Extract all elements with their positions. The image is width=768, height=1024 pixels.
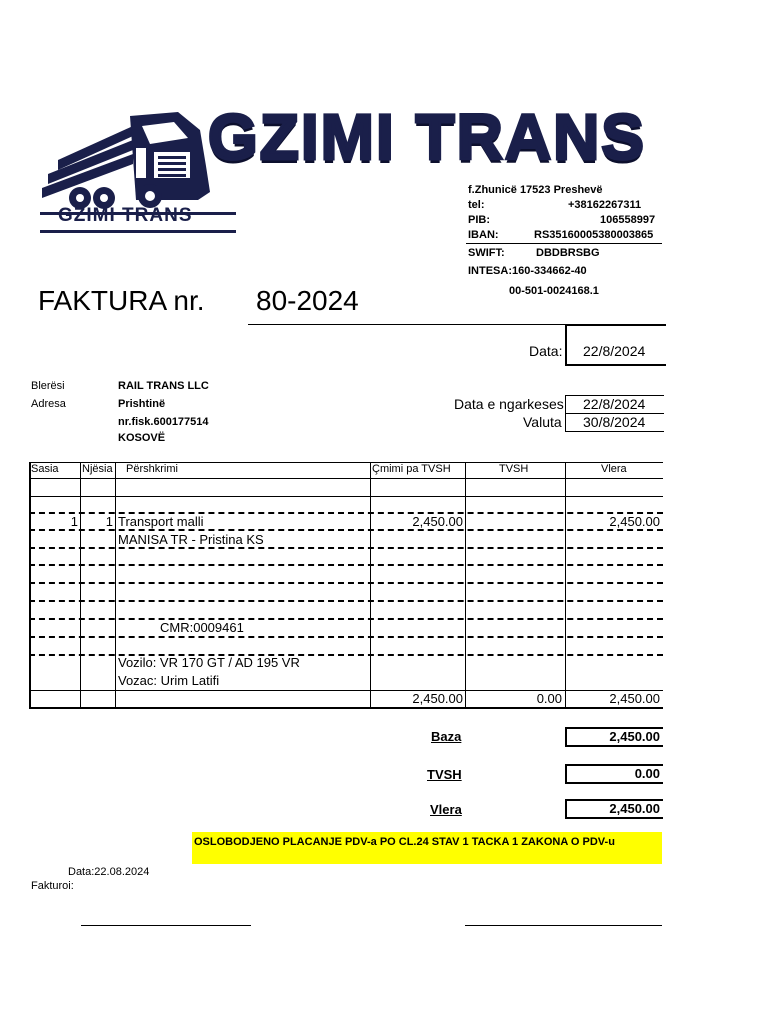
header-qty: Sasia <box>31 463 59 475</box>
vat-exemption-note: OSLOBODJENO PLACANJE PDV-a PO CL.24 STAV 1 TACKA 1 ZAKONA O PDV-u <box>192 832 662 864</box>
sum-value: 2,450.00 <box>609 691 660 706</box>
header-value: Vlera <box>601 463 627 475</box>
sum-price: 2,450.00 <box>412 691 463 706</box>
swift-value: DBDBRSBG <box>536 247 600 259</box>
issuer-signature-line <box>81 925 251 926</box>
intesa-account: INTESA:160-334662-40 <box>468 265 587 277</box>
row-price: 2,450.00 <box>412 514 463 529</box>
footer-date: Data:22.08.2024 <box>68 866 150 878</box>
address-label: Adresa <box>31 398 66 410</box>
company-address: f.Zhunicë 17523 Preshevë <box>468 184 603 196</box>
pib-value: 106558997 <box>600 214 656 226</box>
address-value: Prishtinë <box>118 398 166 410</box>
currency-value: 30/8/2024 <box>583 414 646 430</box>
base-label: Baza <box>431 729 462 744</box>
date-label: Data: <box>529 343 563 359</box>
route-line: MANISA TR - Pristina KS <box>118 532 264 547</box>
pib-label: PIB: <box>468 214 490 226</box>
swift-label: SWIFT: <box>468 247 505 259</box>
sum-tax: 0.00 <box>536 691 562 706</box>
buyer-name: RAIL TRANS LLC <box>118 380 209 392</box>
fiscal-number: nr.fisk.600177514 <box>118 416 209 428</box>
cmr-line: CMR:0009461 <box>160 620 244 635</box>
header-unit: Njësia <box>82 463 113 475</box>
row-unit: 1 <box>105 514 113 529</box>
row-value: 2,450.00 <box>609 514 660 529</box>
header-price: Çmimi pa TVSH <box>372 463 451 475</box>
logo-caption: GZIMI TRANS <box>58 205 193 226</box>
brand-title: GZIMI TRANS <box>208 101 646 173</box>
vehicle-line: Vozilo: VR 170 GT / AD 195 VR <box>118 655 300 670</box>
invoice-number: 80-2024 <box>256 285 359 316</box>
buyer-country: KOSOVË <box>118 432 166 444</box>
invoice-title: FAKTURA nr. <box>38 285 205 316</box>
load-date-label: Data e ngarkeses <box>454 396 564 412</box>
date-value: 22/8/2024 <box>583 343 646 359</box>
row-qty: 1 <box>70 514 78 529</box>
issuer-label: Fakturoi: <box>31 880 74 892</box>
total-label: Vlera <box>430 802 462 817</box>
iban-label: IBAN: <box>468 229 499 241</box>
header-tax: TVSH <box>499 463 529 475</box>
tax-value: 0.00 <box>565 764 663 784</box>
base-value: 2,450.00 <box>565 727 663 747</box>
buyer-label: Blerësi <box>31 380 65 392</box>
total-value: 2,450.00 <box>565 799 663 819</box>
receiver-signature-line <box>465 925 662 926</box>
bank-account: 00-501-0024168.1 <box>509 285 599 297</box>
tax-label: TVSH <box>427 767 462 782</box>
iban-value: RS35160005380003865 <box>534 229 654 241</box>
row-description: Transport malli <box>118 514 204 529</box>
currency-label: Valuta <box>523 414 562 430</box>
header-description: Përshkrimi <box>126 463 178 475</box>
driver-line: Vozac: Urim Latifi <box>118 673 220 688</box>
tel-label: tel: <box>468 199 485 211</box>
load-date-value: 22/8/2024 <box>583 396 646 412</box>
tel-value: +38162267311 <box>568 199 642 211</box>
